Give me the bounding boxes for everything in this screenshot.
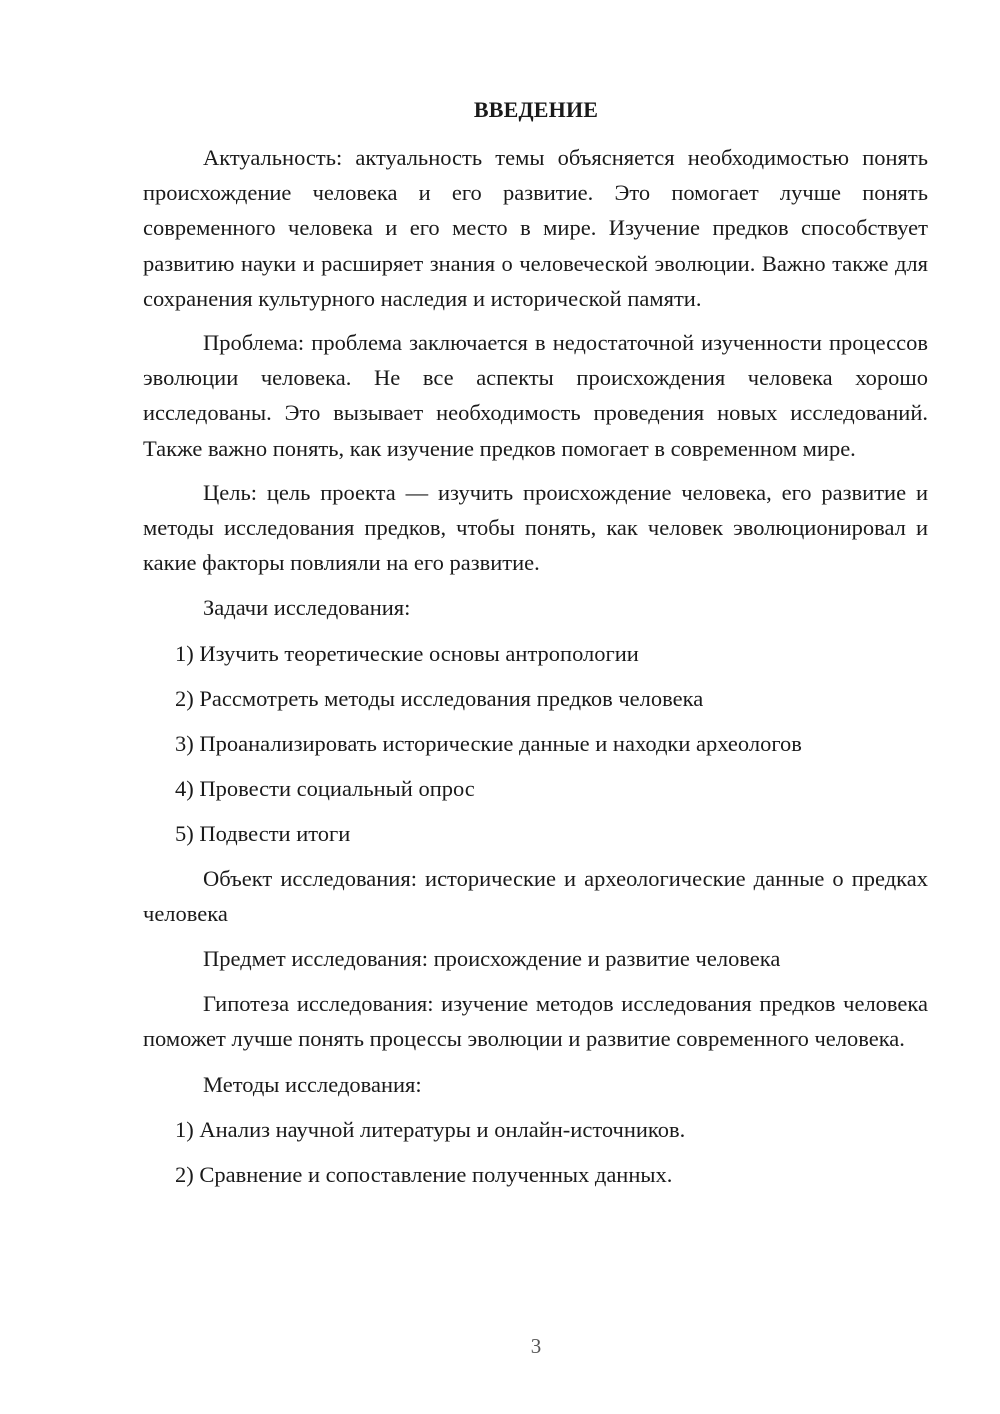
problem-paragraph: Проблема: проблема заключается в недостаточной изученности процессов эволюции человека. Не все аспекты происхождения человека хорошо исследованы. Это вызывает необходимость проведения новых исследований. Также важно понять, как изучение предков помогает в современном мире. — [143, 330, 928, 461]
task-item: 5) Подвести итоги — [175, 820, 351, 846]
task-item: 2) Рассмотреть методы исследования предков человека — [175, 685, 704, 711]
object-paragraph: Объект исследования: исторические и археологические данные о предках человека — [143, 865, 928, 926]
task-item: 3) Проанализировать исторические данные и находки археологов — [175, 730, 802, 756]
document-body — [143, 140, 928, 1192]
task-item: 1) Изучить теоретические основы антропологии — [175, 640, 639, 666]
subject-paragraph: Предмет исследования: происхождение и развитие человека — [203, 946, 781, 972]
task-item: 4) Провести социальный опрос — [175, 775, 475, 801]
methods-heading: Методы исследования: — [203, 1071, 422, 1097]
page-number: 3 — [530, 1334, 542, 1358]
method-item: 2) Сравнение и сопоставление полученных данных. — [175, 1161, 673, 1187]
method-item: 1) Анализ научной литературы и онлайн-источников. — [175, 1116, 686, 1142]
page-title: ВВЕДЕНИЕ — [473, 97, 599, 122]
tasks-heading: Задачи исследования: — [203, 595, 411, 621]
hypothesis-paragraph: Гипотеза исследования: изучение методов исследования предков человека поможет лучше понять процессы эволюции и развитие современного человека. — [143, 991, 928, 1052]
relevance-paragraph: Актуальность: актуальность темы объясняется необходимостью понять происхождение человека и его развитие. Это помогает лучше понять современного человека и его место в мире. Изучение предков способствует развитию науки и расширяет знания о человеческой эволюции. Важно также для сохранения культурного наследия и исторической памяти. — [143, 145, 928, 311]
goal-paragraph: Цель: цель проекта — изучить происхождение человека, его развитие и методы исследования предков, чтобы понять, как человек эволюционировал и какие факторы повлияли на его развитие. — [143, 479, 928, 576]
